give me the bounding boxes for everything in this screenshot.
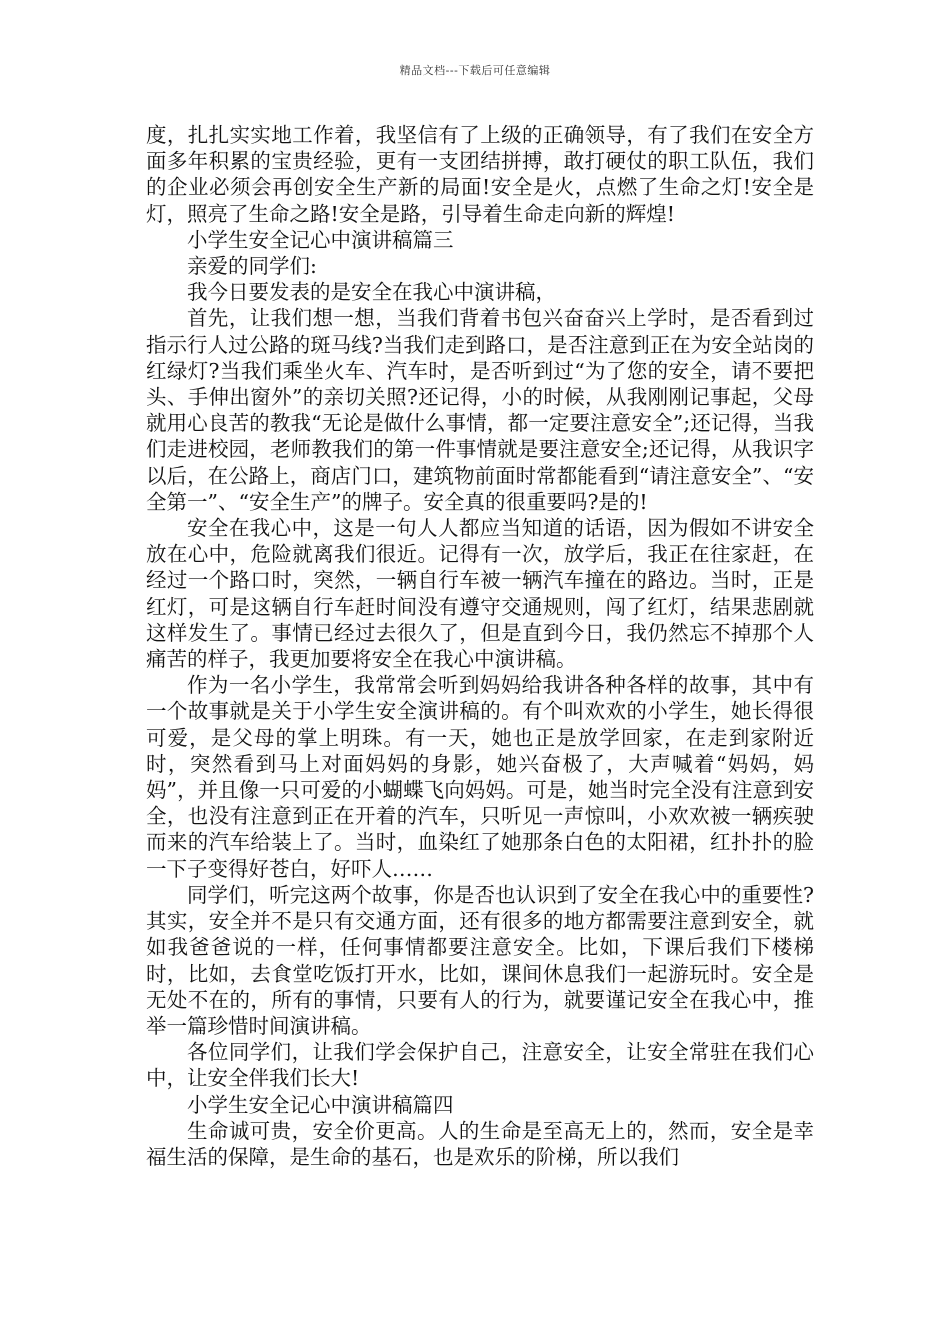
paragraph: 作为一名小学生，我常常会听到妈妈给我讲各种各样的故事，其中有一个故事就是关于小学生安全演讲稿的。有个叫欢欢的小学生，她长得很可爱，是父母的掌上明珠。有一天，她也正是放学回家，在走到家附近时，突然看到马上对面妈妈的身影，她兴奋极了，大声喊着“妈妈，妈妈”，并且像一只可爱的小蝴蝶飞向妈妈。可是，她当时完全没有注意到安全，也没有注意到正在开着的汽车，只听见一声惊叫，小欢欢被一辆疾驶而来的汽车给装上了。当时，血染红了她那条白色的太阳裙，红扑扑的脸一下子变得好苍白，好吓人…… (146, 673, 814, 881)
section-heading: 小学生安全记心中演讲稿篇四 (187, 1092, 454, 1117)
page-header: 精品文档---下载后可任意编辑 (399, 64, 551, 77)
paragraph: 生命诚可贵，安全价更高。人的生命是至高无上的，然而，安全是幸福生活的保障，是生命的基石，也是欢乐的阶梯，所以我们 (146, 1118, 814, 1169)
paragraph: 同学们，听完这两个故事，你是否也认识到了安全在我心中的重要性?其实，安全并不是只有交通方面，还有很多的地方都需要注意到安全，就如我爸爸说的一样，任何事情都要注意安全。比如，下课后我们下楼梯时，比如，去食堂吃饭打开水，比如，课间休息我们一起游玩时。安全是无处不在的，所有的事情，只要有人的行为，就要谨记安全在我心中，推举一篇珍惜时间演讲稿。 (146, 882, 814, 1038)
paragraph: 度，扎扎实实地工作着，我坚信有了上级的正确领导，有了我们在安全方面多年积累的宝贵经验，更有一支团结拼搏，敢打硬仗的职工队伍，我们的企业必须会再创安全生产新的局面!安全是火，点燃了生命之灯!安全是灯，照亮了生命之路!安全是路，引导着生命走向新的辉煌! (146, 123, 814, 226)
salutation: 亲爱的同学们: (187, 254, 317, 279)
document-body (146, 122, 814, 1170)
paragraph: 安全在我心中，这是一句人人都应当知道的话语，因为假如不讲安全放在心中，危险就离我们很近。记得有一次，放学后，我正在往家赶，在经过一个路口时，突然，一辆自行车被一辆汽车撞在的路边。当时，正是红灯，可是这辆自行车赶时间没有遵守交通规则，闯了红灯，结果悲剧就这样发生了。事情已经过去很久了，但是直到今日，我仍然忘不掉那个人痛苦的样子，我更加要将安全在我心中演讲稿。 (146, 516, 814, 672)
paragraph: 各位同学们，让我们学会保护自己，注意安全，让安全常驻在我们心中，让安全伴我们长大! (146, 1040, 814, 1091)
paragraph: 我今日要发表的是安全在我心中演讲稿， (187, 280, 556, 305)
paragraph: 首先，让我们想一想，当我们背着书包兴奋奋兴上学时，是否看到过指示行人过公路的斑马线?当我们走到路口，是否注意到正在为安全站岗的红绿灯?当我们乘坐火车、汽车时，是否听到过“为了您的安全，请不要把头、手伸出窗外”的亲切关照?还记得，小的时候，从我刚刚记事起，父母就用心良苦的教我“无论是做什么事情，都一定要注意安全”;还记得，当我们走进校园，老师教我们的第一件事情就是要注意安全;还记得，从我识字以后，在公路上，商店门口，建筑物前面时常都能看到“请注意安全”、“安全第一”、“安全生产”的牌子。安全真的很重要吗?是的! (146, 306, 814, 514)
section-heading: 小学生安全记心中演讲稿篇三 (187, 227, 454, 252)
